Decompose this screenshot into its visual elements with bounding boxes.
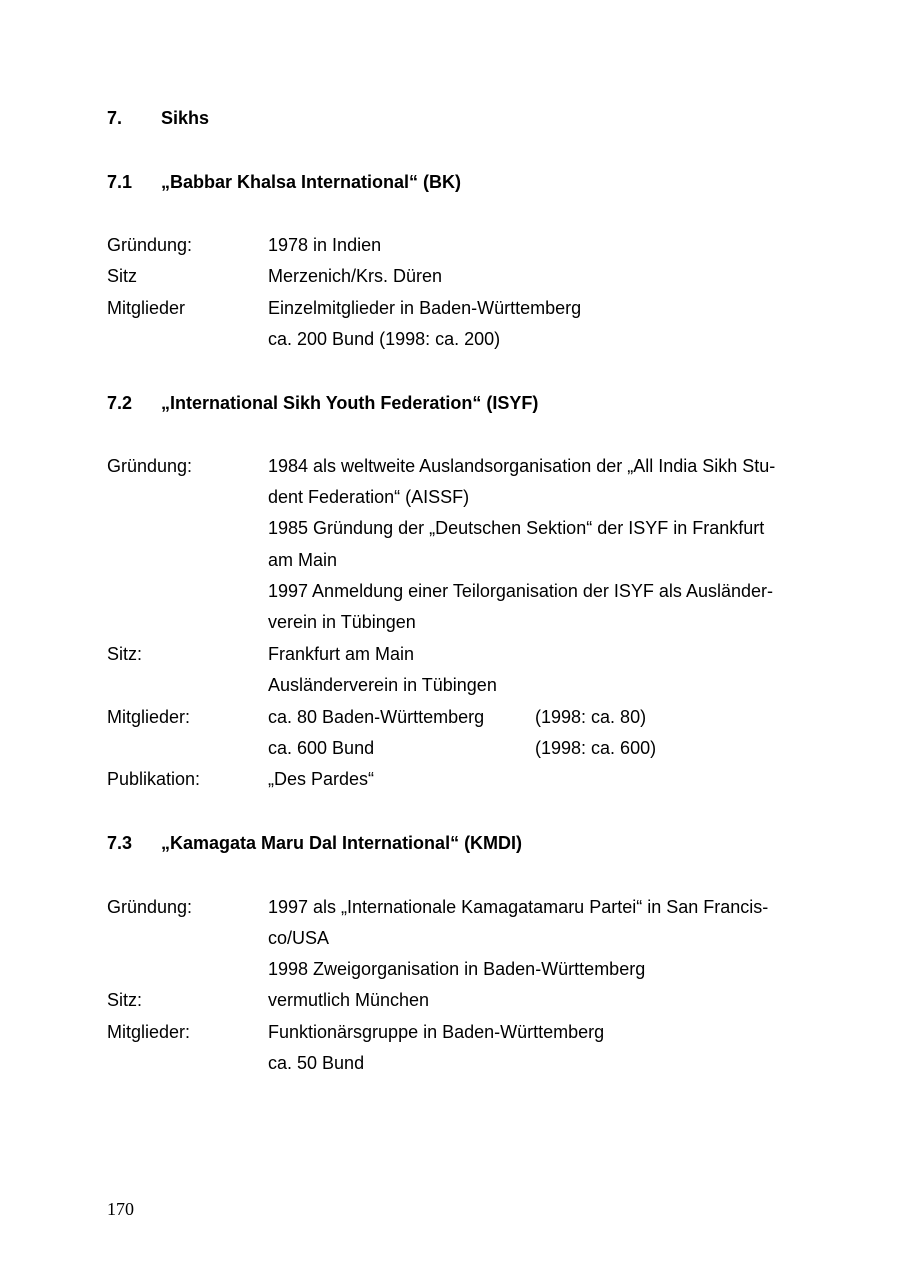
sitz-label: Sitz: <box>107 644 143 664</box>
section-heading-7-3 <box>107 832 522 854</box>
mitglieder-value: Einzelmitglieder in Baden-Württemberg <box>268 298 582 318</box>
mitglieder-value: ca. 600 Bund <box>268 738 375 758</box>
gruendung-line: verein in Tübingen <box>268 612 416 632</box>
sitz-label: Sitz <box>107 266 138 286</box>
gruendung-line: 1998 Zweigorganisation in Baden-Württemberg <box>268 959 646 979</box>
gruendung-label: Gründung: <box>107 456 193 476</box>
section-number: 7.1 <box>107 172 133 192</box>
section-title: „Babbar Khalsa International“ (BK) <box>161 172 462 192</box>
mitglieder-previous-year: (1998: ca. 80) <box>535 707 647 727</box>
publikation-label: Publikation: <box>107 769 201 789</box>
section-number: 7.3 <box>107 833 133 853</box>
mitglieder-label: Mitglieder: <box>107 707 191 727</box>
gruendung-value: 1978 in Indien <box>268 235 382 255</box>
publikation-value: „Des Pardes“ <box>268 769 375 789</box>
page-number: 170 <box>107 1199 134 1219</box>
sitz-value: Ausländerverein in Tübingen <box>268 675 497 695</box>
gruendung-line: co/USA <box>268 928 330 948</box>
mitglieder-value: Funktionärsgruppe in Baden-Württemberg <box>268 1022 605 1042</box>
gruendung-line: 1984 als weltweite Auslandsorganisation der „All India Sikh Stu- <box>268 456 776 476</box>
gruendung-line: dent Federation“ (AISSF) <box>268 487 470 507</box>
chapter-title: Sikhs <box>161 108 210 128</box>
sitz-value: vermutlich München <box>268 990 430 1010</box>
mitglieder-previous-year: (1998: ca. 600) <box>535 738 657 758</box>
mitglieder-value: ca. 50 Bund <box>268 1053 365 1073</box>
chapter-heading <box>107 107 209 129</box>
gruendung-line: am Main <box>268 550 338 570</box>
gruendung-line: 1997 Anmeldung einer Teilorganisation der ISYF als Ausländer- <box>268 581 773 601</box>
mitglieder-label: Mitglieder: <box>107 1022 191 1042</box>
mitglieder-label: Mitglieder <box>107 298 186 318</box>
section-heading-7-2 <box>107 392 538 414</box>
gruendung-label: Gründung: <box>107 897 193 917</box>
chapter-number: 7. <box>107 108 123 128</box>
section-title: „International Sikh Youth Federation“ (ISYF) <box>161 393 539 413</box>
sitz-value: Merzenich/Krs. Düren <box>268 266 443 286</box>
gruendung-line: 1985 Gründung der „Deutschen Sektion“ der ISYF in Frankfurt <box>268 518 765 538</box>
mitglieder-value: ca. 200 Bund (1998: ca. 200) <box>268 329 501 349</box>
gruendung-line: 1997 als „Internationale Kamagatamaru Partei“ in San Francis- <box>268 897 769 917</box>
section-title: „Kamagata Maru Dal International“ (KMDI) <box>161 833 523 853</box>
mitglieder-value: ca. 80 Baden-Württemberg <box>268 707 485 727</box>
sitz-label: Sitz: <box>107 990 143 1010</box>
section-heading-7-1 <box>107 171 461 193</box>
sitz-value: Frankfurt am Main <box>268 644 415 664</box>
section-number: 7.2 <box>107 393 133 413</box>
gruendung-label: Gründung: <box>107 235 193 255</box>
